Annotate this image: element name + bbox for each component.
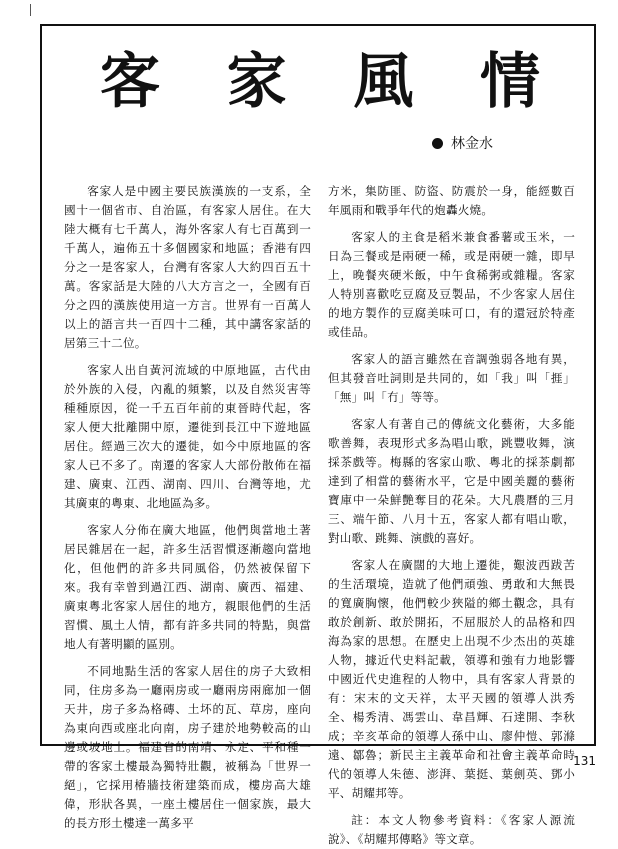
paragraph: 客家人是中國主要民族漢族的一支系，全國十一個省市、自治區，有客家人居住。在大陸大概有七千萬人，海外客家人有七百萬到一千萬人，遍佈五十多個國家和地區；香港有四分之一是客家人，台灣有客家人大約四百五十萬。客家話是大陸的八大方言之一，全國有百分之四的漢族使用這一方言。世界有一百萬人以上的語言共一百四十二種，其中講客家話的居第三十二位。	[64, 184, 311, 350]
byline	[432, 133, 493, 153]
page-corner-mark	[30, 4, 31, 16]
title-char: 情	[479, 47, 540, 117]
bullet-icon	[432, 138, 443, 149]
title-char: 客	[100, 47, 160, 117]
paragraph: 客家人有著自己的傳統文化藝術，大多能歌善舞，表現形式多為唱山歌，跳豐收舞，演採茶戲等。梅縣的客家山歌、粵北的採茶劇都達到了相當的藝術水平，它是中國美麗的藝術寶庫中一朵鮮艷奪目的花朵。大凡農曆的三月三、端午節、八月十五，客家人都有唱山歌，對山歌、跳舞、演戲的喜好。	[328, 417, 575, 545]
article-title	[60, 46, 580, 118]
footnote: 註：本文人物參考資料：《客家人源流說》、《胡耀邦傳略》等文章。	[328, 813, 575, 846]
paragraph: 客家人的語言雖然在音調強弱各地有異，但其發音吐詞則是共同的，如「我」叫「捱」「無」叫「冇」等等。	[328, 352, 575, 404]
paragraph: 客家人出自黃河流域的中原地區，古代由於外族的入侵，內亂的頻繁，以及自然災害等種種原因，從一千五百年前的東晉時代起，客家人便大批離開中原，遷徙到長江中下遊地區居住。經過三次大的遷徙，如今中原地區的客家人已不多了。南遷的客家人大部份散佈在福建、廣東、江西、湖南、四川、台灣等地，尤其廣東的粵東、北地區為多。	[64, 363, 311, 510]
author-name: 林金水	[451, 136, 493, 152]
page-number: 131	[573, 754, 596, 768]
right-column	[328, 182, 575, 846]
paragraph: 客家人的主食是稻米兼食番薯或玉米，一日為三餐或是兩硬一稀，或是兩硬一雜，即早上，晚餐夾硬米飯，中午食稀粥或雜糧。客家人特別喜歡吃豆腐及豆製品，不少客家人居住的地方製作的豆腐美味可口，有的還冠於特產或佳品。	[328, 230, 575, 339]
title-char: 家	[226, 47, 287, 117]
paragraph: 客家人在廣闊的大地上遷徙，艱波西跋苦的生活環境，造就了他們頑強、勇敢和大無畏的寬廣胸懷，他們較少狹隘的鄉土觀念，具有敢於創新、敢於開拓，不屈服於人的品格和四海為家的思想。在歷史上出現不少杰出的英雄人物，據近代史料記載，領導和強有力地影響中國近代史進程的人物中，具有客家人背景的有：宋末的文天祥，太平天國的領導人洪秀全、楊秀清、馮雲山、韋昌輝、石達開、李秋成；辛亥革命的領導人孫中山、廖仲愷、郭滌遠、鄒魯；新民主主義革命和社會主義革命時代的領導人朱德、澎湃、葉挺、葉劍英、鄧小平、胡耀邦等。	[328, 558, 575, 800]
left-column	[64, 182, 311, 830]
paragraph: 不同地點生活的客家人居住的房子大致相同，住房多為一廳兩房或一廳兩房兩廊加一個天井，房子多為格磚、土坏的瓦、草房，座向為東向西或座北向南，房子建於地勢較高的山邊或坡地上。福建省的南靖、永定、平和種一帶的客家土樓最為獨特壯觀，被稱為「世界一絕」，它採用椿牆技術建築而成，樓房高大雄偉，形狀各異，一座土樓居住一個家族，最大的長方形土樓達一萬多平	[64, 664, 311, 830]
paragraph-continued: 方米，集防匪、防盜、防震於一身，能經數百年風雨和戰爭年代的炮轟火燒。	[328, 184, 575, 217]
paragraph: 客家人分佈在廣大地區，他們與當地土著居民雜居在一起，許多生活習慣逐漸趨向當地化，但他們的許多共同風俗，仍然被保留下來。我有幸曾到過江西、湖南、廣西、福建、廣東粵北客家人居住的地方，親眼他們的生活習慣、風土人情，都有許多共同的特點，與當地人有著明顯的區別。	[64, 523, 311, 651]
title-char: 風	[353, 47, 414, 117]
